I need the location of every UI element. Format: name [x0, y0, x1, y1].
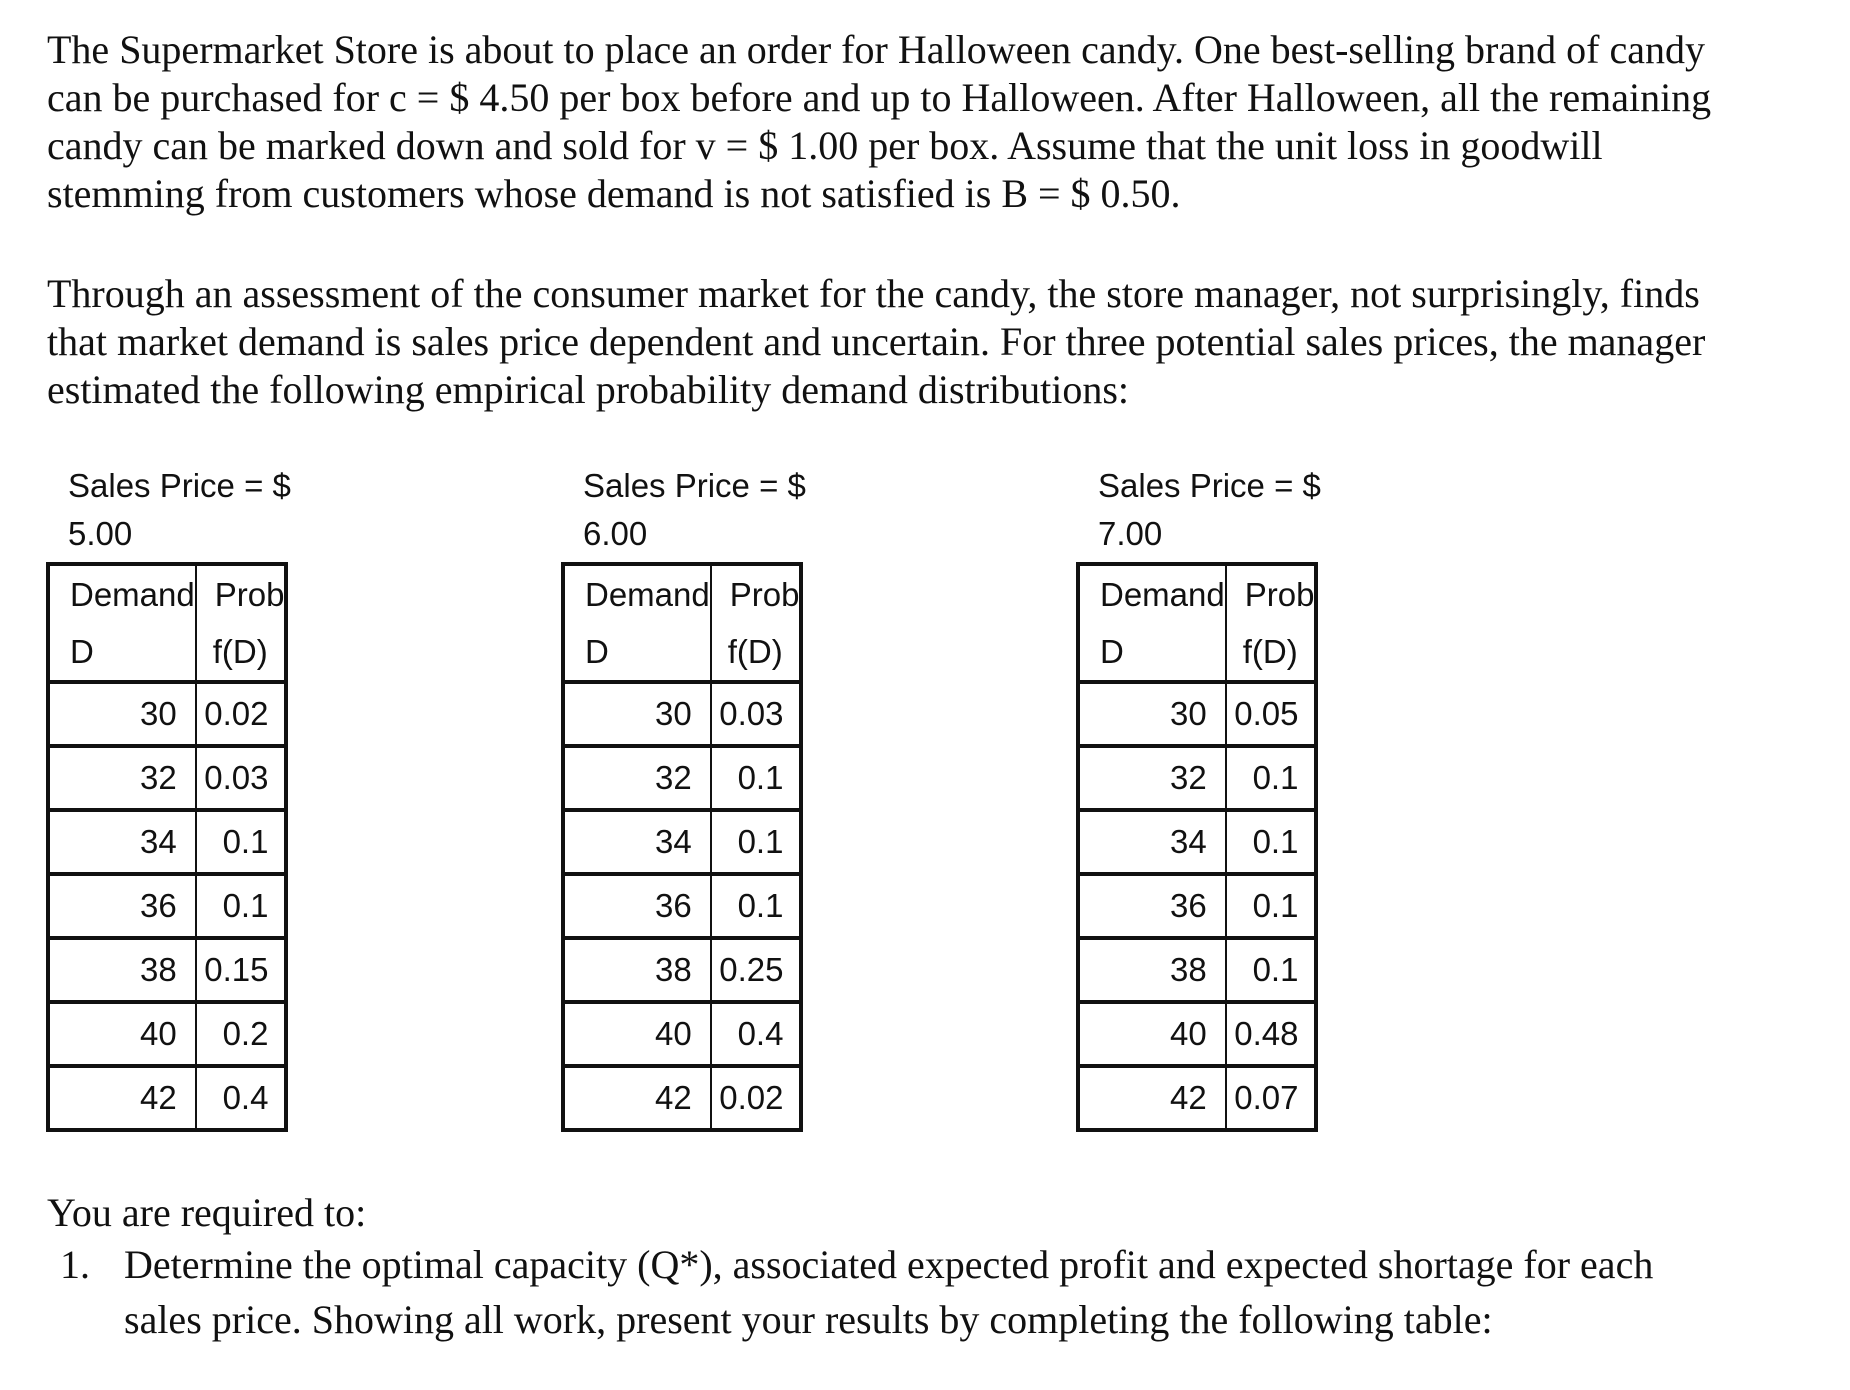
header-prob-symbol: f(D) — [1226, 624, 1317, 682]
intro-paragraph — [47, 26, 1837, 218]
header-demand-symbol: D — [563, 624, 711, 682]
intro-line: candy can be marked down and sold for v = $ 1.00 per box. Assume that the unit loss in goodwill — [47, 123, 1603, 168]
prob-cell: 0.2 — [196, 1002, 287, 1066]
sales-price-value: 5.00 — [68, 515, 133, 552]
prob-cell: 0.4 — [196, 1066, 287, 1130]
prob-cell: 0.1 — [711, 810, 802, 874]
market-line: that market demand is sales price dependent and uncertain. For three potential sales prices, the manager — [47, 319, 1706, 364]
header-demand: Demand — [563, 564, 711, 624]
table-row — [48, 874, 286, 938]
table-row — [563, 810, 801, 874]
table-row — [48, 682, 286, 746]
demand-cell: 38 — [1078, 938, 1226, 1002]
table-row — [1078, 1002, 1316, 1066]
table-row — [563, 938, 801, 1002]
demand-cell: 32 — [48, 746, 196, 810]
header-demand: Demand — [48, 564, 196, 624]
header-prob: Prob — [711, 564, 802, 624]
table-row — [1078, 810, 1316, 874]
header-demand-symbol: D — [48, 624, 196, 682]
header-demand: Demand — [1078, 564, 1226, 624]
demand-cell: 32 — [563, 746, 711, 810]
demand-cell: 42 — [563, 1066, 711, 1130]
header-prob: Prob — [196, 564, 287, 624]
demand-cell: 32 — [1078, 746, 1226, 810]
demand-cell: 38 — [48, 938, 196, 1002]
table-row — [48, 810, 286, 874]
prob-cell: 0.02 — [711, 1066, 802, 1130]
demand-cell: 30 — [1078, 682, 1226, 746]
market-paragraph — [47, 270, 1837, 414]
table-row — [563, 1002, 801, 1066]
table-row — [1078, 746, 1316, 810]
table-row — [48, 1002, 286, 1066]
prob-cell: 0.1 — [1226, 746, 1317, 810]
demand-cell: 34 — [48, 810, 196, 874]
header-prob-symbol: f(D) — [711, 624, 802, 682]
list-item-line: sales price. Showing all work, present your results by completing the following table: — [124, 1297, 1493, 1342]
demand-cell: 34 — [563, 810, 711, 874]
header-prob-symbol: f(D) — [196, 624, 287, 682]
list-item-line: Determine the optimal capacity (Q*), associated expected profit and expected shortage for each — [124, 1242, 1654, 1287]
demand-cell: 30 — [48, 682, 196, 746]
demand-cell: 38 — [563, 938, 711, 1002]
demand-distribution-table — [561, 562, 803, 1132]
prob-cell: 0.1 — [1226, 938, 1317, 1002]
table-row — [1078, 682, 1316, 746]
table-row — [48, 938, 286, 1002]
sales-price-value: 7.00 — [1098, 515, 1163, 552]
prob-cell: 0.1 — [196, 874, 287, 938]
requirements-heading: You are required to: — [47, 1190, 367, 1235]
prob-cell: 0.03 — [196, 746, 287, 810]
intro-line: can be purchased for c = $ 4.50 per box before and up to Halloween. After Halloween, all the remaining — [47, 75, 1712, 120]
demand-cell: 36 — [48, 874, 196, 938]
prob-cell: 0.4 — [711, 1002, 802, 1066]
header-prob: Prob — [1226, 564, 1317, 624]
table-row — [48, 1066, 286, 1130]
intro-line: stemming from customers whose demand is not satisfied is B = $ 0.50. — [47, 171, 1181, 216]
sales-price-label-line1: Sales Price = $ — [583, 467, 806, 504]
prob-cell: 0.07 — [1226, 1066, 1317, 1130]
table-row — [563, 1066, 801, 1130]
prob-cell: 0.15 — [196, 938, 287, 1002]
list-item-number: 1. — [60, 1242, 90, 1287]
table-row — [1078, 1066, 1316, 1130]
prob-cell: 0.1 — [711, 746, 802, 810]
demand-cell: 36 — [563, 874, 711, 938]
demand-cell: 40 — [1078, 1002, 1226, 1066]
prob-cell: 0.1 — [1226, 874, 1317, 938]
intro-line: The Supermarket Store is about to place an order for Halloween candy. One best-selling brand of candy — [47, 27, 1705, 72]
sales-price-label — [1098, 462, 1321, 558]
sales-price-label — [583, 462, 806, 558]
prob-cell: 0.25 — [711, 938, 802, 1002]
sales-price-label — [68, 462, 291, 558]
prob-cell: 0.1 — [196, 810, 287, 874]
table-row — [563, 682, 801, 746]
table-row — [1078, 938, 1316, 1002]
table-row — [48, 746, 286, 810]
prob-cell: 0.48 — [1226, 1002, 1317, 1066]
table-row — [1078, 874, 1316, 938]
sales-price-label-line1: Sales Price = $ — [1098, 467, 1321, 504]
demand-cell: 42 — [1078, 1066, 1226, 1130]
prob-cell: 0.05 — [1226, 682, 1317, 746]
table-row — [563, 746, 801, 810]
market-line: Through an assessment of the consumer market for the candy, the store manager, not surprisingly, finds — [47, 271, 1700, 316]
demand-distribution-table — [1076, 562, 1318, 1132]
prob-cell: 0.03 — [711, 682, 802, 746]
demand-cell: 40 — [48, 1002, 196, 1066]
demand-cell: 30 — [563, 682, 711, 746]
demand-cell: 36 — [1078, 874, 1226, 938]
prob-cell: 0.1 — [1226, 810, 1317, 874]
market-line: estimated the following empirical probability demand distributions: — [47, 367, 1130, 412]
list-item-text — [124, 1237, 1653, 1347]
demand-cell: 34 — [1078, 810, 1226, 874]
demand-cell: 40 — [563, 1002, 711, 1066]
demand-distribution-table — [46, 562, 288, 1132]
header-demand-symbol: D — [1078, 624, 1226, 682]
table-row — [563, 874, 801, 938]
prob-cell: 0.02 — [196, 682, 287, 746]
sales-price-value: 6.00 — [583, 515, 648, 552]
sales-price-label-line1: Sales Price = $ — [68, 467, 291, 504]
prob-cell: 0.1 — [711, 874, 802, 938]
demand-cell: 42 — [48, 1066, 196, 1130]
